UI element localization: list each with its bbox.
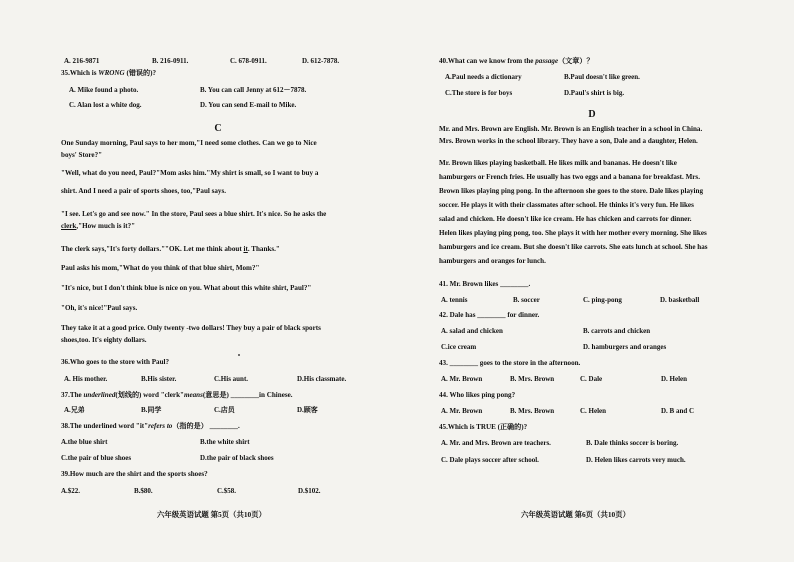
passage-d-line: Mr. and Mrs. Brown are English. Mr. Brown is an English teacher in a school in China.: [439, 125, 703, 133]
q43-option-b[interactable]: B. Mrs. Brown: [510, 375, 555, 383]
q36-option-c[interactable]: C.His aunt.: [214, 375, 249, 383]
q39-option-c[interactable]: C.$58.: [217, 487, 237, 495]
q39-option-a[interactable]: A.$22.: [61, 487, 81, 495]
q36-option-b[interactable]: B.His sister.: [141, 375, 177, 383]
q44-option-c[interactable]: C. Helen: [580, 407, 607, 415]
underlined-word-clerk: clerk: [61, 222, 77, 230]
section-d-heading: D: [588, 109, 596, 120]
page-6: [397, 0, 794, 562]
q40-text: （文章）？: [558, 57, 594, 65]
passage-c-line: One Sunday morning, Paul says to her mom,"I need some clothes. Can we go to Nice: [61, 139, 317, 147]
q45-option-c[interactable]: C. Dale plays soccer after school.: [441, 456, 539, 464]
q42-option-b[interactable]: B. carrots and chicken: [583, 327, 651, 335]
q37-option-c[interactable]: C.店员: [214, 406, 235, 414]
q44-option-d[interactable]: D. B and C: [661, 407, 695, 415]
q40-option-d[interactable]: D.Paul's shirt is big.: [564, 89, 625, 97]
q43-option-d[interactable]: D. Helen: [661, 375, 688, 383]
passage-c-line: shoes,too. It's eighty dollars.: [61, 336, 147, 344]
q39-option-b[interactable]: B.$80.: [134, 487, 153, 495]
q35-number: 35.: [61, 69, 70, 77]
q41-option-c[interactable]: C. ping-pong: [583, 296, 622, 304]
passage-d-line: hamburgers and oranges for lunch.: [439, 257, 546, 265]
q35-option-d[interactable]: D. You can send E-mail to Mike.: [200, 101, 297, 109]
q42-stem: 42. Dale has ________ for dinner.: [439, 311, 540, 319]
q43-option-c[interactable]: C. Dale: [580, 375, 603, 383]
passage-c-line: "Well, what do you need, Paul?"Mom asks him."My shirt is small, so I want to buy a: [61, 169, 319, 177]
q38-italic: refers to: [148, 422, 173, 430]
q40-option-a[interactable]: A.Paul needs a dictionary: [445, 73, 522, 81]
q41-option-a[interactable]: A. tennis: [441, 296, 468, 304]
q43-stem: 43. ________ goes to the store in the afternoon.: [439, 359, 581, 367]
passage-c-line: Paul asks his mom,"What do you think of that blue shirt, Mom?": [61, 264, 260, 272]
q38-text: 38.The underlined word "it": [61, 422, 149, 430]
q39-option-d[interactable]: D.$102.: [298, 487, 321, 495]
q37-option-d[interactable]: D.顾客: [297, 406, 318, 414]
q42-option-d[interactable]: D. hamburgers and oranges: [583, 343, 667, 351]
q44-option-b[interactable]: B. Mrs. Brown: [510, 407, 555, 415]
page-footer: 六年级英语试题 第5页（共10页）: [157, 510, 267, 519]
q44-stem: 44. Who likes ping pong?: [439, 391, 516, 399]
q38-stem: [61, 422, 240, 431]
q35-italic: WRONG: [98, 69, 125, 77]
passage-d-line: hamburgers or French fries. He usually has two eggs and a banana for breakfast. Mrs.: [439, 173, 700, 181]
q45-option-b[interactable]: B. Dale thinks soccer is boring.: [586, 439, 679, 447]
q36-option-a[interactable]: A. His mother.: [64, 375, 108, 383]
q34-option-c[interactable]: C. 678-0911.: [230, 57, 267, 65]
q35-option-c[interactable]: C. Alan lost a white dog.: [69, 101, 142, 109]
q37-italic: means: [183, 391, 203, 399]
passage-d-line: Mrs. Brown works in the school library. They have a son, Dale and a daughter, Helen.: [439, 137, 698, 145]
q35-text: Which is: [69, 69, 99, 77]
q34-option-b[interactable]: B. 216-0911.: [152, 57, 189, 65]
underlined-word-it: it: [243, 245, 248, 253]
q35-stem: [61, 69, 156, 78]
q37-stem: [61, 391, 293, 400]
passage-d-line: soccer. He plays it with their classmates after school. He thinks it's very fun. He likes: [439, 201, 694, 209]
q37-italic: underlined: [83, 391, 116, 399]
q39-stem: 39.How much are the shirt and the sports shoes?: [61, 470, 208, 478]
passage-c-line: "Oh, it's nice!"Paul says.: [61, 304, 138, 312]
q41-option-b[interactable]: B. soccer: [513, 296, 540, 304]
passage-d-line: salad and chicken. He doesn't like ice cream. He has chicken and carrots for dinner.: [439, 215, 692, 223]
passage-d-line: hamburgers and ice cream. But she doesn't like carrots. She eats lunch at school. She has: [439, 243, 708, 251]
passage-d-line: Mr. Brown likes playing basketball. He likes milk and bananas. He doesn't like: [439, 159, 677, 167]
passage-c-line: "It's nice, but I don't think blue is nice on you. What about this white shirt, Paul?": [61, 284, 312, 292]
q35-option-b[interactable]: B. You can call Jenny at 612－7878.: [200, 86, 307, 94]
q45-option-a[interactable]: A. Mr. and Mrs. Brown are teachers.: [441, 439, 551, 447]
q43-option-a[interactable]: A. Mr. Brown: [441, 375, 483, 383]
scan-speck: [238, 354, 240, 356]
passage-c-line: boys' Store?": [61, 151, 103, 159]
q45-stem: 45.Which is TRUE (正确的)?: [439, 423, 528, 431]
q38-text: （指的是） ________.: [172, 422, 240, 430]
passage-c-line-part: The clerk says,"It's forty dollars.""OK. Let me think about: [61, 245, 244, 253]
passage-c-line-rest: ,"How much is it?": [76, 222, 136, 230]
q42-option-c[interactable]: C.ice cream: [441, 343, 477, 351]
passage-d-line: Helen likes playing ping pong, too. She plays it with her mother every morning. She likes: [439, 229, 707, 237]
q40-text: 40.What can we know from the: [439, 57, 536, 65]
q40-option-b[interactable]: B.Paul doesn't like green.: [564, 73, 640, 81]
q36-option-d[interactable]: D.His classmate.: [297, 375, 347, 383]
passage-d-line: Brown likes playing ping pong. In the afternoon she goes to the store. Dale likes playing: [439, 187, 704, 195]
q37-text: (意思是) ________in Chinese.: [202, 391, 293, 399]
passage-c-line: They take it at a good price. Only twenty -two dollars! They buy a pair of black sports: [61, 324, 321, 332]
q40-option-c[interactable]: C.The store is for boys: [445, 89, 513, 97]
passage-c-line: "I see. Let's go and see now." In the store, Paul sees a blue shirt. It's nice. So he asks the: [61, 210, 327, 218]
passage-c-line: shirt. And I need a pair of sports shoes, too,"Paul says.: [61, 187, 227, 195]
q40-stem: [439, 57, 594, 66]
q38-option-d[interactable]: D.the pair of black shoes: [200, 454, 274, 462]
q37-option-a[interactable]: A.兄弟: [64, 406, 85, 414]
q36-stem: 36.Who goes to the store with Paul?: [61, 358, 170, 366]
q34-option-d[interactable]: D. 612-7878.: [302, 57, 340, 65]
passage-c-line: [61, 222, 135, 231]
q42-option-a[interactable]: A. salad and chicken: [441, 327, 503, 335]
passage-c-line-part: . Thanks.": [247, 245, 280, 253]
q38-option-c[interactable]: C.the pair of blue shoes: [61, 454, 132, 462]
q35-text-end: (错误的)?: [124, 69, 157, 77]
q40-italic: passage: [535, 57, 559, 65]
q44-option-a[interactable]: A. Mr. Brown: [441, 407, 483, 415]
passage-c-line: [61, 245, 280, 254]
q34-option-a[interactable]: A. 216-9871: [64, 57, 100, 65]
section-c-heading: C: [214, 123, 222, 134]
page-footer: 六年级英语试题 第6页（共10页）: [521, 510, 631, 519]
q45-option-d[interactable]: D. Helen likes carrots very much.: [586, 456, 686, 464]
q37-option-b[interactable]: B.同学: [141, 406, 162, 414]
q41-option-d[interactable]: D. basketball: [660, 296, 700, 304]
q35-option-a[interactable]: A. Mike found a photo.: [69, 86, 139, 94]
q38-option-b[interactable]: B.the white shirt: [200, 438, 250, 446]
q41-stem: 41. Mr. Brown likes ________.: [439, 280, 531, 288]
q37-text: 37.The: [61, 391, 84, 399]
q37-text: (划线的) word "clerk": [115, 391, 184, 399]
q38-option-a[interactable]: A.the blue shirt: [61, 438, 108, 446]
